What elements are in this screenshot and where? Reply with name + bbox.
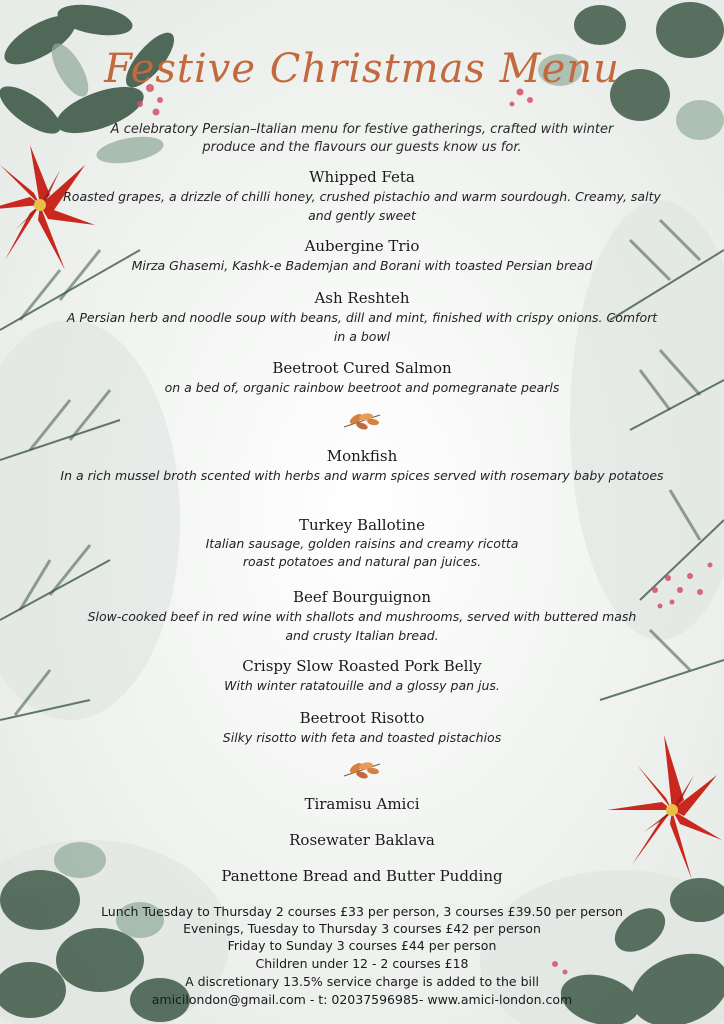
dish-name: Beef Bourguignon	[293, 588, 431, 606]
pricing-evenings: Evenings, Tuesday to Thursday 3 courses £42 per person	[183, 921, 541, 936]
main-item	[60, 515, 664, 571]
dish-description: A Persian herb and noodle soup with beans, dill and mint, finished with crispy onions. Comfort in a bowl	[66, 310, 658, 344]
main-item	[60, 708, 664, 747]
dish-name: Rosewater Baklava	[289, 831, 435, 849]
service-charge-note: A discretionary 13.5% service charge is added to the bill	[185, 974, 539, 989]
dish-description: on a bed of, organic rainbow beetroot and pomegranate pearls	[164, 380, 560, 395]
dish-name: Turkey Ballotine	[299, 516, 425, 534]
menu-title: Festive Christmas Menu	[104, 46, 620, 92]
dish-name: Panettone Bread and Butter Pudding	[221, 867, 503, 885]
dish-name: Beetroot Risotto	[299, 709, 425, 727]
pricing-children: Children under 12 - 2 courses £18	[255, 956, 469, 971]
contact-info: amicilondon@gmail.com - t: 02037596985- www.amici-london.com	[151, 992, 573, 1007]
dish-description: With winter ratatouille and a glossy pan jus.	[224, 678, 500, 693]
dessert-item	[60, 866, 664, 886]
starter-item	[60, 167, 664, 225]
dish-description: Roasted grapes, a drizzle of chilli honey, crushed pistachio and warm sourdough. Creamy, salty and gently sweet	[63, 189, 661, 223]
main-item	[60, 587, 664, 645]
dish-description: Mirza Ghasemi, Kashk-e Bademjan and Borani with toasted Persian bread	[131, 258, 593, 273]
dish-name: Monkfish	[326, 447, 398, 465]
dessert-item	[60, 794, 664, 814]
leaf-sprig-icon	[340, 409, 384, 431]
dish-description: Italian sausage, golden raisins and creamy ricotta roast potatoes and natural pan juices.	[205, 536, 519, 569]
dish-name: Ash Reshteh	[314, 289, 410, 307]
dish-name: Whipped Feta	[309, 168, 415, 186]
dish-description: Slow-cooked beef in red wine with shallots and mushrooms, served with buttered mash and crusty Italian bread.	[87, 609, 637, 643]
leaf-sprig-icon	[340, 758, 384, 780]
pricing-lunch: Lunch Tuesday to Thursday 2 courses £33 per person, 3 courses £39.50 per person	[101, 904, 623, 919]
main-item	[60, 446, 664, 485]
dish-name: Aubergine Trio	[304, 237, 420, 255]
starter-item	[60, 358, 664, 397]
starter-item	[60, 288, 664, 346]
dish-name: Beetroot Cured Salmon	[272, 359, 452, 377]
dish-name: Crispy Slow Roasted Pork Belly	[242, 657, 482, 675]
dish-name: Tiramisu Amici	[304, 795, 420, 813]
main-item	[60, 656, 664, 695]
dish-description: In a rich mussel broth scented with herbs and warm spices served with rosemary baby potatoes	[60, 468, 664, 483]
starter-item	[60, 236, 664, 275]
dish-description: Silky risotto with feta and toasted pistachios	[222, 730, 502, 745]
dessert-item	[60, 830, 664, 850]
menu-intro: A celebratory Persian–Italian menu for festive gatherings, crafted with winter produce and the flavours our guests know us for.	[110, 122, 614, 155]
pricing-weekend: Friday to Sunday 3 courses £44 per person	[227, 938, 497, 953]
